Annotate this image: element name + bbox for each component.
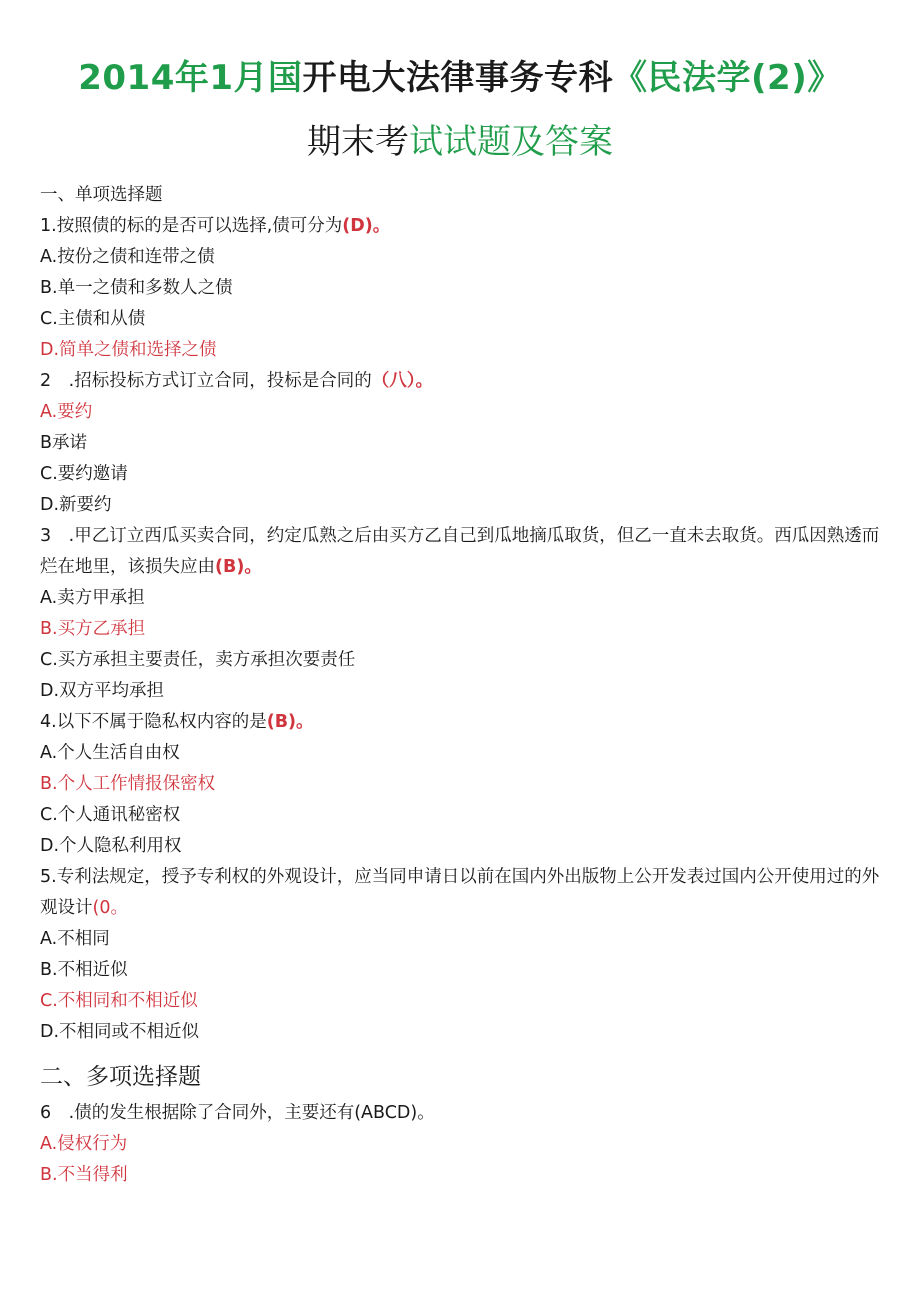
section-heading-single-choice: 一、单项选择题	[40, 185, 163, 205]
question-answer: (0。	[92, 898, 128, 918]
title-subject-part: 《民法学(2)》	[613, 58, 842, 98]
question-answer: （八）。	[371, 371, 433, 391]
document-title-line1	[0, 0, 920, 98]
question-text: 2 .招标投标方式订立合同，投标是合同的	[40, 371, 372, 391]
question-text: 5.专利法规定，授予专利权的外观设计，应当同申请日以前在国内外出版物上公开发表过国内公开使用过的外观设计	[40, 867, 880, 918]
option-correct: C.不相同和不相近似	[40, 991, 198, 1011]
document-body	[40, 180, 880, 1191]
question-answer: (D)。	[342, 216, 391, 236]
question-stem	[40, 521, 880, 583]
option: A.个人生活自由权	[40, 743, 180, 763]
option: D.双方平均承担	[40, 681, 165, 701]
document-title-line2	[0, 122, 920, 162]
question-stem: 6 .债的发生根据除了合同外，主要还有(ABCD)。	[40, 1103, 435, 1123]
section-heading-multiple-choice: 二、多项选择题	[40, 1064, 201, 1090]
question-stem	[40, 707, 880, 738]
option: A.卖方甲承担	[40, 588, 145, 608]
question-stem	[40, 211, 880, 242]
option: A.不相同	[40, 929, 110, 949]
option-correct: B.买方乙承担	[40, 619, 146, 639]
option: A.按份之债和连带之债	[40, 247, 215, 267]
option: B承诺	[40, 433, 88, 453]
option: D.新要约	[40, 495, 112, 515]
option: D.个人隐私利用权	[40, 836, 182, 856]
option: C.买方承担主要责任，卖方承担次要责任	[40, 650, 356, 670]
question-stem	[40, 366, 880, 397]
question-text: 1.按照债的标的是否可以选择,债可分为	[40, 216, 343, 236]
question-answer: (B)。	[215, 557, 262, 577]
option: B.单一之债和多数人之债	[40, 278, 233, 298]
question-text: 4.以下不属于隐私权内容的是	[40, 712, 267, 732]
option-correct: A.要约	[40, 402, 93, 422]
title-exam-part: 期末考	[307, 122, 409, 162]
title-answers-part: 及答案	[511, 122, 613, 162]
title-questions-part: 试试题	[409, 122, 511, 162]
title-year-part: 2014年1月国	[78, 58, 303, 98]
option: C.要约邀请	[40, 464, 128, 484]
option: D.不相同或不相近似	[40, 1022, 200, 1042]
question-text: 3 .甲乙订立西瓜买卖合同，约定瓜熟之后由买方乙自己到瓜地摘瓜取货，但乙一直未去取货。西瓜因熟透而烂在地里，该损失应由	[40, 526, 880, 577]
option-correct: B.个人工作情报保密权	[40, 774, 216, 794]
question-stem	[40, 862, 880, 924]
option-correct: B.不当得利	[40, 1165, 128, 1185]
title-course-part: 开电大法律事务专科	[302, 58, 614, 98]
option-correct: D.简单之债和选择之债	[40, 340, 217, 360]
option-correct: A.侵权行为	[40, 1134, 128, 1154]
option: C.个人通讯秘密权	[40, 805, 181, 825]
option: B.不相近似	[40, 960, 128, 980]
option: C.主债和从债	[40, 309, 146, 329]
question-answer: (B)。	[266, 712, 314, 732]
